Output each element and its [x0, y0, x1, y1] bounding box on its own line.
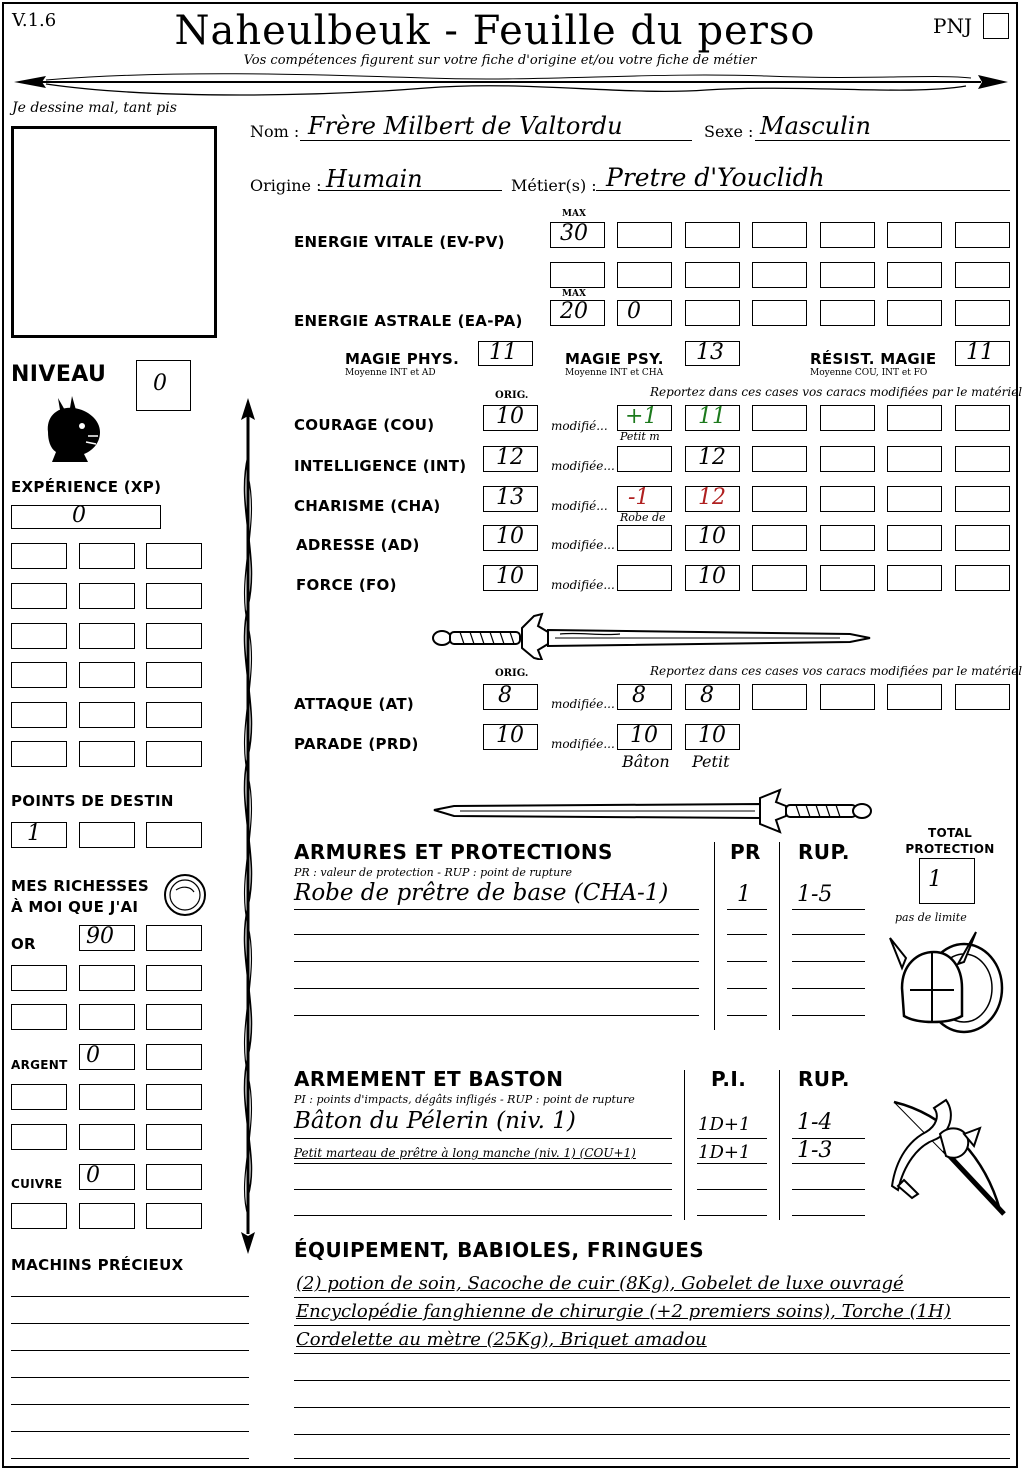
xp-box[interactable]: [11, 505, 161, 529]
carac-val-cou: 11: [698, 404, 726, 429]
arme-pi[interactable]: 1D+1: [698, 1114, 751, 1135]
carac-mod-label-cha: modifié...: [551, 499, 608, 513]
xp-slot[interactable]: [79, 662, 135, 688]
machins-line[interactable]: [11, 1431, 249, 1432]
nom-field[interactable]: Frère Milbert de Valtordu: [308, 112, 623, 140]
attaque-label: ATTAQUE (AT): [294, 695, 415, 713]
armure-pr-line: [727, 909, 767, 910]
sword-icon: [430, 610, 875, 660]
carac-box[interactable]: [887, 565, 942, 591]
ev-max-box[interactable]: [550, 222, 605, 248]
equipement-line[interactable]: [294, 1407, 1010, 1408]
magie-psy-label: MAGIE PSY.: [565, 350, 664, 368]
combat-note: Reportez dans ces cases vos caracs modifiées par le matériel: [650, 664, 1023, 678]
carac-orig-int: 12: [496, 445, 524, 470]
ev-box[interactable]: [617, 262, 672, 288]
carac-box[interactable]: [955, 446, 1010, 472]
ev-box[interactable]: [820, 222, 875, 248]
machins-label: MACHINS PRÉCIEUX: [11, 1256, 184, 1274]
origine-underline: [318, 190, 502, 191]
argent-box[interactable]: [146, 1044, 202, 1070]
arme-name[interactable]: Petit marteau de prêtre à long manche (niv. 1) (COU+1): [294, 1146, 636, 1160]
ev-box[interactable]: [955, 262, 1010, 288]
xp-label: EXPÉRIENCE (XP): [11, 478, 162, 496]
cuivre-value: 0: [86, 1163, 100, 1188]
carac-val-box-ad[interactable]: [685, 525, 740, 551]
nom-underline: [300, 140, 692, 141]
sexe-label: Sexe :: [704, 122, 754, 141]
carac-box[interactable]: [955, 525, 1010, 551]
caracs-orig-label: ORIG.: [495, 390, 529, 401]
carac-orig-box-ad[interactable]: [483, 525, 538, 551]
arme-name[interactable]: Bâton du Pélerin (niv. 1): [294, 1108, 576, 1134]
armure-pr[interactable]: 1: [737, 882, 751, 907]
carac-box[interactable]: [752, 565, 807, 591]
carac-orig-ad: 10: [496, 524, 524, 549]
carac-box[interactable]: [820, 446, 875, 472]
ev-box[interactable]: [887, 262, 942, 288]
carac-box[interactable]: [955, 565, 1010, 591]
xp-slot[interactable]: [11, 583, 67, 609]
carac-mod-note-cou: Petit m: [620, 430, 660, 443]
ev-box[interactable]: [685, 262, 740, 288]
armement-sub: PI : points d'impacts, dégâts infligés - RUP : point de rupture: [294, 1093, 635, 1106]
argent-box[interactable]: [79, 1044, 135, 1070]
equipement-line[interactable]: [294, 1434, 1010, 1435]
carac-val-ad: 10: [698, 524, 726, 549]
equipement-line-text[interactable]: Encyclopédie fanghienne de chirurgie (+2 premiers soins), Torche (1H): [296, 1301, 951, 1322]
xp-slot[interactable]: [146, 543, 202, 569]
sheet-subtitle: Vos compétences figurent sur votre fiche d'origine et/ou votre fiche de métier: [243, 53, 757, 68]
xp-slot[interactable]: [146, 623, 202, 649]
arme-pi-line[interactable]: [697, 1189, 767, 1190]
at-val-box[interactable]: [685, 684, 740, 710]
xp-slot[interactable]: [11, 741, 67, 767]
ev-box[interactable]: [752, 262, 807, 288]
ev-box[interactable]: [887, 222, 942, 248]
prd-note-baton: Bâton: [622, 752, 670, 771]
carac-label-cha: CHARISME (CHA): [294, 497, 441, 515]
armures-rup-label: RUP.: [798, 840, 850, 864]
armure-rup-line[interactable]: [792, 934, 865, 935]
cuivre-box[interactable]: [146, 1203, 202, 1229]
armure-rup-line[interactable]: [792, 1015, 865, 1016]
armure-line[interactable]: [294, 988, 699, 989]
destin-value: 1: [27, 821, 41, 846]
xp-slot[interactable]: [11, 702, 67, 728]
xp-slot[interactable]: [11, 543, 67, 569]
ea-current-value: 0: [627, 299, 641, 324]
ev-max-value: 30: [560, 221, 588, 246]
ea-max-value: 20: [560, 299, 588, 324]
origine-field[interactable]: Humain: [326, 165, 423, 193]
carac-orig-box-int[interactable]: [483, 446, 538, 472]
carac-box[interactable]: [752, 446, 807, 472]
argent-box[interactable]: [11, 1124, 67, 1150]
carac-val-int: 12: [698, 445, 726, 470]
prd-mod-label: modifiée...: [551, 737, 615, 751]
sexe-field[interactable]: Masculin: [760, 112, 871, 140]
cuivre-box[interactable]: [146, 1164, 202, 1190]
total-label-1: TOTAL: [927, 826, 973, 840]
metier-underline: [596, 190, 1010, 191]
ev-box[interactable]: [752, 222, 807, 248]
carac-val-cha: 12: [698, 485, 726, 510]
carac-val-fo: 10: [698, 564, 726, 589]
equipement-line[interactable]: [294, 1458, 1010, 1459]
or-label: OR: [11, 935, 36, 953]
magie-phys-box[interactable]: [478, 341, 533, 366]
machins-line[interactable]: [11, 1350, 249, 1351]
carac-box[interactable]: [752, 525, 807, 551]
cuivre-box[interactable]: [79, 1203, 135, 1229]
equipement-line-text[interactable]: Cordelette au mètre (25Kg), Briquet amadou: [296, 1329, 707, 1350]
at-orig-box[interactable]: [483, 684, 538, 710]
richesses-label-2: À MOI QUE J'AI: [11, 898, 139, 916]
carac-label-ad: ADRESSE (AD): [296, 536, 420, 554]
carac-orig-cou: 10: [496, 404, 524, 429]
argent-box[interactable]: [79, 1084, 135, 1110]
equipement-line: [294, 1297, 1010, 1298]
destin-box[interactable]: [146, 822, 202, 848]
armure-rup[interactable]: 1-5: [797, 882, 833, 907]
armure-pr-line[interactable]: [727, 934, 767, 935]
destin-box[interactable]: [11, 822, 67, 848]
argent-box[interactable]: [79, 1124, 135, 1150]
equipement-line: [294, 1353, 1010, 1354]
helmet-shield-icon: [888, 928, 1014, 1040]
arme-pi[interactable]: 1D+1: [698, 1142, 751, 1163]
machins-line[interactable]: [11, 1458, 249, 1459]
argent-value: 0: [86, 1043, 100, 1068]
carac-mod-label-ad: modifiée...: [551, 538, 615, 552]
total-protection-box[interactable]: [919, 858, 975, 904]
armure-line[interactable]: [294, 934, 699, 935]
armures-sub: PR : valeur de protection - RUP : point de rupture: [294, 866, 572, 879]
magie-phys-label: MAGIE PHYS.: [345, 350, 460, 368]
argent-box[interactable]: [11, 1084, 67, 1110]
armure-pr-line[interactable]: [727, 988, 767, 989]
argent-label: ARGENT: [11, 1058, 68, 1072]
armure-line: [294, 909, 699, 910]
prd-mod-value: 10: [630, 723, 658, 748]
equipement-line-text[interactable]: (2) potion de soin, Sacoche de cuir (8Kg), Gobelet de luxe ouvragé: [296, 1273, 904, 1294]
armures-title: ARMURES ET PROTECTIONS: [294, 840, 613, 864]
argent-box[interactable]: [146, 1084, 202, 1110]
magie-phys-sub: Moyenne INT et AD: [345, 368, 436, 378]
combat-box[interactable]: [887, 684, 942, 710]
argent-box[interactable]: [146, 1124, 202, 1150]
ea-max-box[interactable]: [550, 300, 605, 326]
destin-label: POINTS DE DESTIN: [11, 792, 174, 810]
carac-mod-label-int: modifiée...: [551, 459, 615, 473]
xp-slot[interactable]: [146, 741, 202, 767]
weapons-icon: [884, 1094, 1010, 1218]
xp-slot[interactable]: [11, 662, 67, 688]
armement-title: ARMEMENT ET BASTON: [294, 1067, 564, 1091]
magie-phys-value: 11: [489, 340, 517, 365]
xp-slot[interactable]: [79, 702, 135, 728]
resist-magie-sub: Moyenne COU, INT et FO: [810, 368, 928, 378]
carac-orig-box-fo[interactable]: [483, 565, 538, 591]
ev-box[interactable]: [955, 222, 1010, 248]
ea-box[interactable]: [887, 300, 942, 326]
pnj-label: PNJ: [933, 14, 972, 38]
carac-label-int: INTELLIGENCE (INT): [294, 457, 467, 475]
carac-box[interactable]: [820, 405, 875, 431]
combat-box[interactable]: [820, 684, 875, 710]
carac-label-fo: FORCE (FO): [296, 576, 397, 594]
arme-pi-line[interactable]: [697, 1215, 767, 1216]
combat-box[interactable]: [955, 684, 1010, 710]
at-orig-value: 8: [498, 683, 512, 708]
armure-pr-line[interactable]: [727, 1015, 767, 1016]
carac-box[interactable]: [887, 525, 942, 551]
armure-rup-line[interactable]: [792, 961, 865, 962]
prd-orig-box[interactable]: [483, 724, 538, 750]
carac-orig-fo: 10: [496, 564, 524, 589]
arme-rup[interactable]: 1-3: [797, 1138, 833, 1163]
xp-slot[interactable]: [79, 583, 135, 609]
niveau-value: 0: [153, 371, 167, 396]
richesses-label-1: MES RICHESSES: [11, 877, 150, 895]
ev-box[interactable]: [550, 262, 605, 288]
machins-line[interactable]: [11, 1323, 249, 1324]
carac-box[interactable]: [887, 446, 942, 472]
equipement-title: ÉQUIPEMENT, BABIOLES, FRINGUES: [294, 1238, 705, 1262]
carac-mod-box-ad[interactable]: [617, 525, 672, 551]
ev-box[interactable]: [617, 222, 672, 248]
arme-line[interactable]: [294, 1215, 672, 1216]
or-box[interactable]: [11, 1004, 67, 1030]
cuivre-box[interactable]: [79, 1164, 135, 1190]
ea-label: ENERGIE ASTRALE (EA-PA): [294, 312, 523, 330]
carac-box[interactable]: [887, 486, 942, 512]
or-box[interactable]: [146, 965, 202, 991]
or-box[interactable]: [79, 1004, 135, 1030]
at-val-value: 8: [700, 683, 714, 708]
dragon-icon: [38, 392, 108, 464]
xp-slot[interactable]: [79, 741, 135, 767]
armement-rup-label: RUP.: [798, 1067, 850, 1091]
armement-divider: [779, 1070, 780, 1220]
carac-orig-box-cha[interactable]: [483, 486, 538, 512]
prd-orig-value: 10: [496, 723, 524, 748]
carac-orig-box-cou[interactable]: [483, 405, 538, 431]
prd-note-petit: Petit: [692, 752, 730, 771]
cuivre-label: CUIVRE: [11, 1177, 63, 1191]
sword-icon: [430, 788, 875, 834]
sexe-underline: [755, 140, 1010, 141]
resist-magie-value: 11: [966, 340, 994, 365]
total-protection-value: 1: [928, 867, 942, 892]
ev-label: ENERGIE VITALE (EV-PV): [294, 233, 505, 251]
arme-pi-line: [697, 1138, 767, 1139]
niveau-box[interactable]: [136, 360, 191, 411]
carac-mod-cou: +1: [625, 404, 658, 429]
xp-slot[interactable]: [11, 623, 67, 649]
combat-box[interactable]: [752, 684, 807, 710]
magie-psy-value: 13: [696, 340, 724, 365]
portrait-caption: Je dessine mal, tant pis: [12, 100, 177, 116]
or-box[interactable]: [146, 925, 202, 951]
armures-divider: [714, 842, 715, 1030]
xp-slot[interactable]: [146, 662, 202, 688]
xp-value: 0: [72, 503, 86, 528]
destin-box[interactable]: [79, 822, 135, 848]
prd-val-box[interactable]: [685, 724, 740, 750]
arme-rup-line[interactable]: [792, 1215, 865, 1216]
armures-divider: [779, 842, 780, 1030]
xp-slot[interactable]: [79, 623, 135, 649]
arme-line: [294, 1138, 672, 1139]
equipement-line[interactable]: [294, 1380, 1010, 1381]
armement-pi-label: P.I.: [711, 1067, 747, 1091]
magie-psy-sub: Moyenne INT et CHA: [565, 368, 664, 378]
armure-line[interactable]: [294, 961, 699, 962]
machins-line[interactable]: [11, 1296, 249, 1297]
carac-box[interactable]: [752, 486, 807, 512]
pnj-checkbox[interactable]: [983, 13, 1009, 39]
xp-slot[interactable]: [146, 702, 202, 728]
resist-magie-label: RÉSIST. MAGIE: [810, 350, 937, 368]
total-label-2: PROTECTION: [905, 842, 995, 856]
carac-val-box-fo[interactable]: [685, 565, 740, 591]
carac-mod-note-cha: Robe de: [620, 511, 666, 524]
portrait-box[interactable]: [11, 126, 217, 338]
armement-divider: [684, 1070, 685, 1220]
nom-label: Nom :: [250, 122, 300, 141]
origine-label: Origine :: [250, 176, 322, 195]
carac-val-box-cha[interactable]: [685, 486, 740, 512]
carac-box[interactable]: [955, 405, 1010, 431]
armures-pr-label: PR: [730, 840, 761, 864]
prd-mod-box[interactable]: [617, 724, 672, 750]
ea-box[interactable]: [752, 300, 807, 326]
ev-box[interactable]: [685, 222, 740, 248]
carac-mod-box-int[interactable]: [617, 446, 672, 472]
arme-rup[interactable]: 1-4: [797, 1110, 833, 1135]
metier-field[interactable]: Pretre d'Youclidh: [606, 163, 825, 192]
spear-divider-icon: [6, 66, 1016, 102]
xp-slot[interactable]: [146, 583, 202, 609]
or-box[interactable]: [11, 965, 67, 991]
carac-box[interactable]: [955, 486, 1010, 512]
carac-mod-cha: -1: [628, 485, 650, 510]
arme-line: [294, 1163, 672, 1164]
machins-line[interactable]: [11, 1404, 249, 1405]
pas-de-limite-note: pas de limite: [895, 911, 967, 924]
arme-rup-line: [792, 1163, 865, 1164]
arme-line[interactable]: [294, 1189, 672, 1190]
or-box[interactable]: [79, 925, 135, 951]
coin-icon: [162, 872, 208, 918]
metier-label: Métier(s) :: [511, 176, 597, 195]
or-box[interactable]: [79, 965, 135, 991]
magie-psy-box[interactable]: [685, 341, 740, 366]
version-label: V.1.6: [12, 10, 57, 31]
carac-mod-label-fo: modifiée...: [551, 578, 615, 592]
machins-line[interactable]: [11, 1377, 249, 1378]
carac-box[interactable]: [752, 405, 807, 431]
or-value: 90: [86, 924, 114, 949]
parade-label: PARADE (PRD): [294, 735, 419, 753]
armure-line[interactable]: [294, 1015, 699, 1016]
carac-mod-box-cha[interactable]: [617, 486, 672, 512]
carac-box[interactable]: [820, 486, 875, 512]
armure-name[interactable]: Robe de prêtre de base (CHA-1): [294, 880, 669, 906]
carac-box[interactable]: [887, 405, 942, 431]
or-box[interactable]: [146, 1004, 202, 1030]
armure-rup-line: [792, 909, 865, 910]
carac-mod-box-cou[interactable]: [617, 405, 672, 431]
carac-val-box-cou[interactable]: [685, 405, 740, 431]
ea-box[interactable]: [955, 300, 1010, 326]
ev-box[interactable]: [820, 262, 875, 288]
at-mod-value: 8: [632, 683, 646, 708]
ea-box[interactable]: [617, 300, 672, 326]
caracs-note: Reportez dans ces cases vos caracs modifiées par le matériel: [650, 385, 1023, 399]
carac-mod-box-fo[interactable]: [617, 565, 672, 591]
sheet-title: Naheulbeuk - Feuille du perso: [174, 8, 816, 54]
carac-label-cou: COURAGE (COU): [294, 416, 435, 434]
equipement-line: [294, 1325, 1010, 1326]
carac-mod-label-cou: modifié...: [551, 419, 608, 433]
at-mod-box[interactable]: [617, 684, 672, 710]
resist-magie-box[interactable]: [955, 341, 1010, 366]
carac-box[interactable]: [820, 565, 875, 591]
ea-max-label: MAX: [562, 289, 586, 299]
carac-val-box-int[interactable]: [685, 446, 740, 472]
carac-orig-cha: 13: [496, 485, 524, 510]
armure-rup-line[interactable]: [792, 988, 865, 989]
staff-icon: [230, 396, 266, 1256]
arme-rup-line[interactable]: [792, 1189, 865, 1190]
armure-pr-line[interactable]: [727, 961, 767, 962]
arme-pi-line: [697, 1163, 767, 1164]
at-mod-label: modifiée...: [551, 697, 615, 711]
ea-box[interactable]: [685, 300, 740, 326]
ea-box[interactable]: [820, 300, 875, 326]
xp-slot[interactable]: [79, 543, 135, 569]
cuivre-box[interactable]: [11, 1203, 67, 1229]
ev-max-label: MAX: [562, 209, 586, 219]
niveau-label: NIVEAU: [11, 362, 107, 387]
carac-box[interactable]: [820, 525, 875, 551]
prd-val-value: 10: [698, 723, 726, 748]
combat-orig-label: ORIG.: [495, 668, 529, 679]
